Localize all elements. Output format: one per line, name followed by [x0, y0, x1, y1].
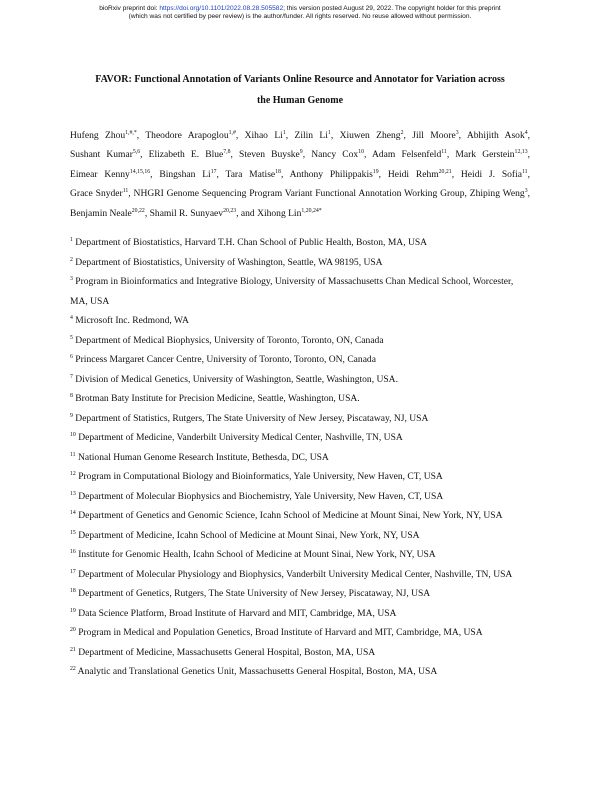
author-name: Zilin Li$^1$: [294, 130, 331, 141]
affiliation-text: Department of Statistics, Rutgers, The State University of New Jersey, Piscataway, NJ, USA: [75, 412, 429, 424]
affiliation-number: 6: [70, 354, 73, 360]
author-name: Benjamin Neale$^{20,22}$: [70, 207, 145, 219]
affiliation-text: Department of Medicine, Massachusetts General Hospital, Boston, MA, USA: [78, 646, 376, 658]
affiliation-item: [70, 467, 530, 487]
affiliation-text: Department of Biostatistics, Harvard T.H. Chan School of Public Health, Boston, MA, USA: [75, 237, 428, 248]
affiliation-number: 13: [70, 490, 76, 497]
paper-title: [70, 69, 530, 111]
affiliation-text: Department of Medical Biophysics, University of Toronto, Toronto, ON, Canada: [75, 334, 384, 346]
affiliation-number: 3: [70, 276, 73, 282]
affiliation-item: [70, 428, 530, 448]
affiliation-text: Institute for Genomic Health, Icahn School of Medicine at Mount Sinai, New York, NY, USA: [78, 549, 436, 560]
author-name: Abhijith Asok$^4$: [466, 130, 528, 141]
author-name: Theodore Arapoglou$^{1,\#}$: [145, 130, 236, 141]
author-affiliation-marker: 1,#,*: [125, 130, 137, 136]
affiliation-number: 12: [70, 471, 76, 477]
affiliation-number: 1: [70, 237, 73, 243]
affiliation-number: 22: [70, 666, 76, 672]
title-line-1: FAVOR: Functional Annotation of Variants Online Resource and Annotator for Variation across: [95, 74, 505, 85]
affiliation-text: Program in Medical and Population Genetics, Broad Institute of Harvard and MIT, Cambridge, MA, USA: [78, 627, 483, 638]
affiliation-number: 2: [70, 256, 73, 263]
affiliation-item: [70, 370, 530, 390]
author-name: Sushant Kumar$^{5,6}$: [70, 149, 141, 161]
affiliation-text: Department of Molecular Physiology and Biophysics, Vanderbilt University Medical Center, Nashville, TN, USA: [78, 568, 513, 580]
author-name: Hufeng Zhou$^{1,\#,*}$: [70, 130, 137, 141]
affiliation-number: 10: [70, 432, 76, 438]
preprint-suffix: ; this version posted August 29, 2022. The copyright holder for this preprint: [283, 5, 501, 12]
affiliation-number: 16: [70, 549, 76, 555]
author-affiliation-marker: 20,22: [131, 207, 145, 214]
author-list: Hufeng Zhou$^{1,\#,*}$, Theodore Arapoglou$^{1,\#}$, Xihao Li$^1$, Zilin Li$^1$, Xiuwen Zheng$^2$, Jill Moore$^3$, Abhijith Asok$^4$, Sushant Kumar$^{5,6}$, Elizabeth E. Blue$^{7,8}$, Steven Buyske$^9$, Nancy Cox$^{10}$, Adam Felsenfeld$^{11}$, Mark Gerstein$^{12,13}$, Eimear Kenny$^{14,15,16}$, Bingshan Li$^{17}$, Tara Matise$^{18}$, Anthony Philippakis$^{19}$, Heidi Rehm$^{20,21}$, Heidi J. Sofia$^{11}$, Grace Snyder$^{11}$, NHGRI Genome Sequencing Program Variant Functional Annotation Working Group, Zhiping Weng$^3$, Benjamin Neale$^{20,22}$, Shamil R. Sunyaev$^{20,23}$, and Xihong Lin$^{1,20,24*}$: [70, 130, 531, 219]
author-affiliation-marker: 2: [400, 130, 404, 136]
affiliation-text: Department of Biostatistics, University of Washington, Seattle, WA 98195, USA: [75, 256, 383, 268]
affiliation-text: Department of Medicine, Icahn School of Medicine at Mount Sinai, New York, NY, USA: [78, 529, 420, 541]
affiliation-item: [70, 350, 530, 370]
affiliation-item: [70, 506, 530, 526]
author-name: Heidi J. Sofia$^{11}$: [460, 168, 528, 180]
title-line-2: the Human Genome: [256, 95, 344, 106]
affiliation-text: Department of Molecular Biophysics and Biochemistry, Yale University, New Haven, CT, USA: [78, 490, 444, 502]
author-affiliation-marker: 11: [522, 168, 528, 175]
author-affiliation-marker: 7,8: [223, 149, 231, 156]
affiliation-text: Department of Genetics, Rutgers, The State University of New Jersey, Piscataway, NJ, USA: [78, 588, 431, 599]
affiliation-text: Program in Bioinformatics and Integrative Biology, University of Massachusetts Chan Medical School, Worcester, MA, USA: [70, 276, 514, 307]
preprint-line-1: [0, 5, 600, 13]
affiliation-item: [70, 526, 530, 546]
affiliation-number: 20: [70, 627, 76, 633]
affiliation-number: 5: [70, 334, 73, 341]
author-name: Elizabeth E. Blue$^{7,8}$: [148, 149, 231, 161]
affiliation-item: [70, 233, 530, 253]
doi-link[interactable]: https://doi.org/10.1101/2022.08.28.505582: [159, 5, 284, 12]
affiliation-number: 17: [70, 568, 76, 575]
affiliation-text: Program in Computational Biology and Bioinformatics, Yale University, New Haven, CT, USA: [78, 471, 443, 482]
affiliation-number: 15: [70, 529, 76, 536]
affiliation-item: [70, 565, 530, 585]
affiliation-item: [70, 623, 530, 643]
affiliation-item: [70, 662, 530, 682]
affiliation-number: 21: [70, 646, 76, 653]
affiliation-item: [70, 409, 530, 429]
affiliation-item: [70, 311, 530, 331]
affiliation-text: Microsoft Inc. Redmond, WA: [75, 315, 189, 326]
affiliation-item: [70, 389, 530, 409]
author-affiliation-marker: 1: [282, 130, 286, 136]
author-name: Jill Moore$^3$: [412, 130, 459, 141]
affiliation-number: 19: [70, 607, 76, 614]
affiliation-item: [70, 253, 530, 273]
author-name: Heidi Rehm$^{20,21}$: [387, 168, 452, 180]
affiliation-item: [70, 272, 530, 311]
affiliation-number: 9: [70, 412, 73, 419]
author-affiliation-marker: 20,23: [223, 207, 237, 214]
author-name: Tara Matise$^{18}$: [225, 168, 281, 180]
affiliation-text: National Human Genome Research Institute, Bethesda, DC, USA: [77, 451, 329, 463]
author-affiliation-marker: 18: [275, 168, 281, 175]
affiliation-number: 7: [70, 373, 73, 380]
author-affiliation-marker: 17: [210, 168, 217, 175]
affiliation-number: 8: [70, 393, 73, 399]
author-affiliation-marker: 1,20,24*: [301, 207, 322, 214]
affiliation-item: [70, 448, 530, 468]
affiliation-number: 11: [70, 451, 76, 458]
affiliation-number: 14: [70, 510, 76, 516]
author-name: Xiuwen Zheng$^2$: [339, 130, 404, 141]
author-name: Xihong Lin$^{1,20,24*}$: [257, 207, 322, 219]
author-name: Mark Gerstein$^{12,13}$: [455, 149, 528, 161]
author-affiliation-marker: 11: [122, 188, 129, 195]
author-affiliation-marker: 3: [524, 188, 528, 195]
affiliation-text: Data Science Platform, Broad Institute of Harvard and MIT, Cambridge, MA, USA: [78, 607, 397, 619]
author-name: NHGRI Genome Sequencing Program Variant Functional Annotation Working Group: [133, 188, 465, 200]
author-affiliation-marker: 9: [299, 149, 303, 156]
affiliation-text: Analytic and Translational Genetics Unit, Massachusetts General Hospital, Boston, MA, USA: [77, 666, 438, 677]
author-affiliation-marker: 19: [372, 168, 379, 175]
affiliation-item: [70, 487, 530, 507]
affiliation-item: [70, 643, 530, 663]
author-name: Xihao Li$^1$: [244, 130, 286, 141]
author-name: Nancy Cox$^{10}$: [311, 149, 364, 161]
affiliation-text: Department of Genetics and Genomic Science, Icahn School of Medicine at Mount Sinai, New York, NY, USA: [78, 510, 503, 521]
author-name: Adam Felsenfeld$^{11}$: [372, 149, 447, 161]
author-name: Grace Snyder$^{11}$: [70, 188, 129, 200]
affiliation-item: [70, 331, 530, 351]
affiliation-item: [70, 604, 530, 624]
author-name: Steven Buyske$^9$: [239, 149, 303, 161]
author-name: Anthony Philippakis$^{19}$: [289, 168, 379, 180]
preprint-header: [0, 5, 600, 22]
author-affiliation-marker: 14,15,16: [129, 168, 151, 175]
preprint-line-2: (which was not certified by peer review) is the author/funder. All rights reserved. No reuse allowed without permission.: [128, 13, 472, 21]
author-name: Bingshan Li$^{17}$: [159, 168, 217, 180]
author-name: Shamil R. Sunyaev$^{20,23}$: [149, 207, 237, 219]
affiliation-text: Department of Medicine, Vanderbilt University Medical Center, Nashville, TN, USA: [78, 432, 403, 443]
author-affiliation-marker: 1: [327, 130, 331, 136]
author-affiliation-marker: 11: [441, 149, 447, 156]
author-affiliation-marker: 20,21: [438, 168, 452, 175]
affiliation-list: [70, 233, 530, 682]
affiliation-number: 4: [70, 315, 73, 321]
author-affiliation-marker: 5,6: [132, 149, 141, 156]
author-name: Zhiping Weng$^3$: [469, 188, 528, 200]
author-affiliation-marker: 10: [358, 149, 364, 156]
affiliation-item: [70, 545, 530, 565]
author-affiliation-marker: 4: [524, 130, 528, 136]
author-affiliation-marker: 12,13: [514, 149, 528, 156]
affiliation-number: 18: [70, 588, 76, 594]
author-affiliation-marker: 1,#: [228, 130, 236, 136]
author-affiliation-marker: 3: [455, 130, 459, 136]
affiliation-text: Princess Margaret Cancer Centre, University of Toronto, Toronto, ON, Canada: [75, 354, 376, 365]
affiliation-text: Brotman Baty Institute for Precision Medicine, Seattle, Washington, USA.: [75, 393, 360, 404]
affiliation-item: [70, 584, 530, 604]
affiliation-text: Division of Medical Genetics, University of Washington, Seattle, Washington, USA.: [75, 373, 398, 385]
preprint-prefix: bioRxiv preprint doi:: [99, 5, 160, 12]
author-name: Eimear Kenny$^{14,15,16}$: [70, 168, 151, 180]
